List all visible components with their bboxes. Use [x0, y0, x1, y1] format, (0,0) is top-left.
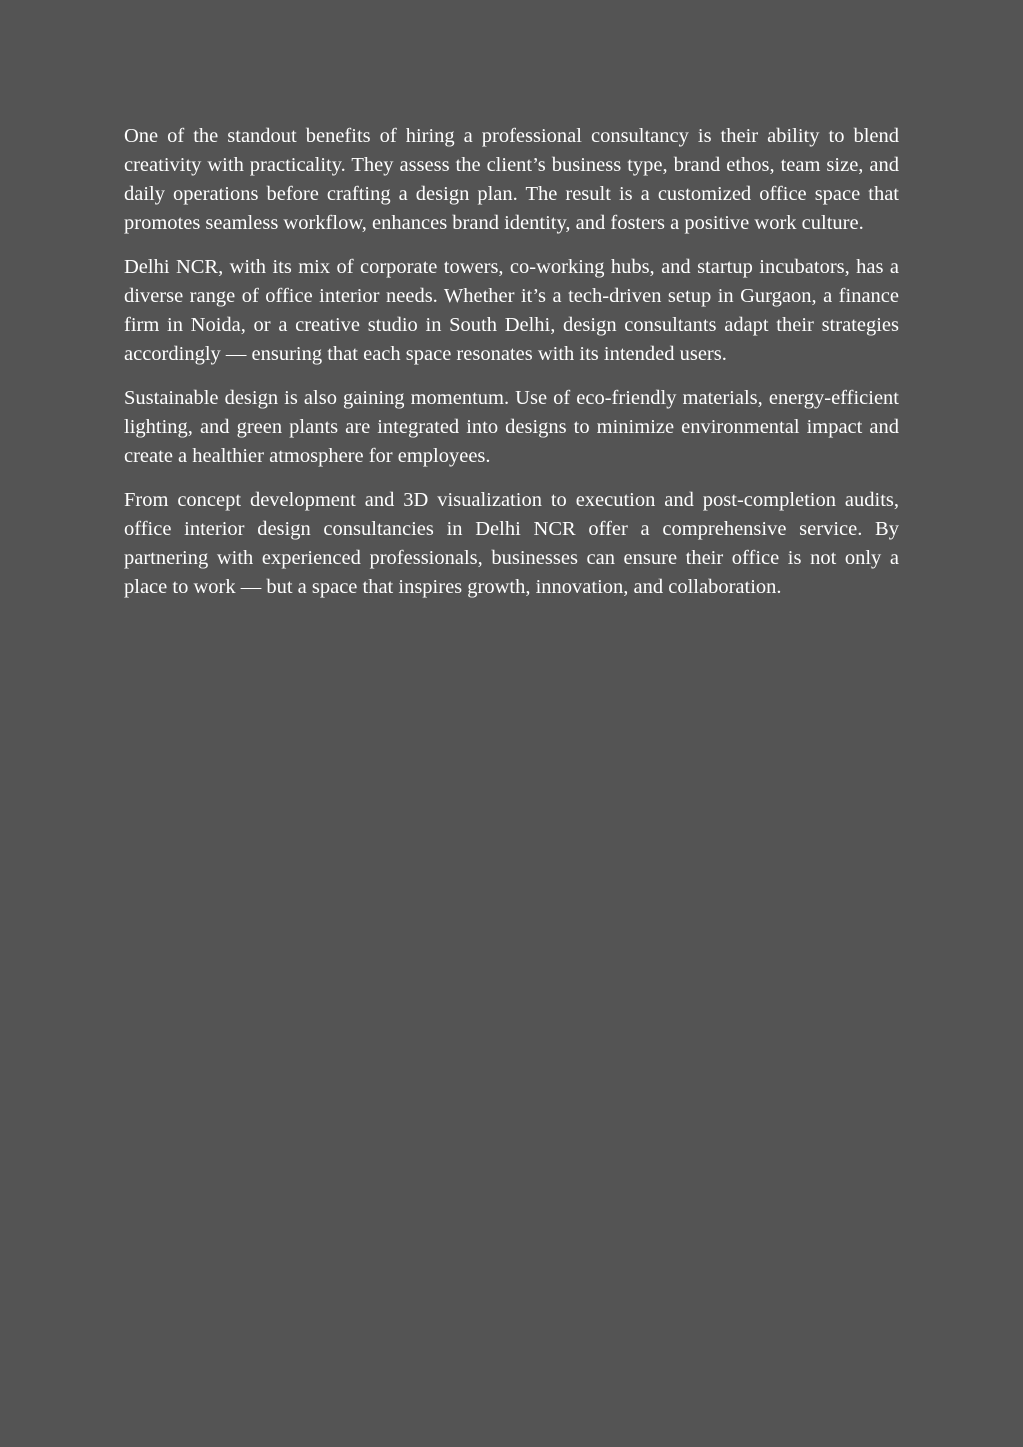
paragraph-benefits: One of the standout benefits of hiring a professional consultancy is their ability to blend creativity with practicality. They assess the client’s business type, brand ethos, team size, and daily operations before crafting a design plan. The result is a customized office space that promotes seamless workflow, enhances brand identity, and fosters a positive work culture. — [124, 125, 899, 234]
body-text — [124, 122, 899, 617]
paragraph-services: From concept development and 3D visualization to execution and post-completion audits, office interior design consultancies in Delhi NCR offer a comprehensive service. By partnering with experienced professionals, businesses can ensure their office is not only a place to work — but a space that inspires growth, innovation, and collaboration. — [124, 489, 899, 598]
paragraph-sustainable-design: Sustainable design is also gaining momentum. Use of eco-friendly materials, energy-efficient lighting, and green plants are integrated into designs to minimize environmental impact and create a healthier atmosphere for employees. — [124, 387, 899, 467]
paragraph-delhi-ncr: Delhi NCR, with its mix of corporate towers, co-working hubs, and startup incubators, has a diverse range of office interior needs. Whether it’s a tech-driven setup in Gurgaon, a finance firm in Noida, or a creative studio in South Delhi, design consultants adapt their strategies accordingly — ensuring that each space resonates with its intended users. — [124, 256, 899, 365]
